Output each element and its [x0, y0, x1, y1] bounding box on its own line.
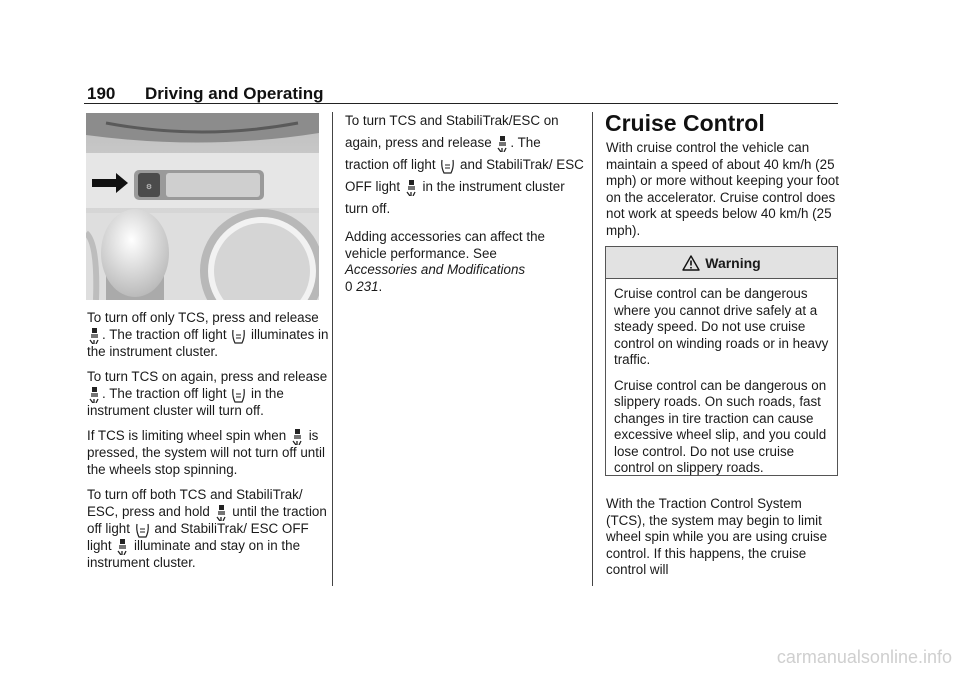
tcs-off-button-icon: [216, 505, 227, 521]
section-title-header: Driving and Operating: [145, 84, 324, 103]
column-1: [87, 310, 332, 580]
cross-reference-link[interactable]: Accessories and Modifications: [345, 262, 526, 277]
warning-label: Warning: [705, 254, 761, 271]
paragraph: To turn TCS on again, press and release . The traction off light in the instrument cluster will turn off.: [87, 369, 328, 418]
paragraph: To turn TCS and StabiliTrak/ESC on again, press and release . The traction off light and StabiliTrak/ ESC OFF light in the instrument cluster turn off.: [345, 113, 584, 216]
header-rule: [84, 103, 838, 104]
esc-off-light-icon: [117, 539, 128, 555]
tcs-off-button-icon: [89, 387, 100, 403]
column-3: [606, 140, 839, 248]
svg-text:⚙: ⚙: [145, 183, 153, 191]
intro-paragraph: With cruise control the vehicle can maintain a speed of about 40 km/h (25 mph) or more without keeping your foot on the accelerator. Cruise control does not work at speeds below 40 km/h (25 mph).: [606, 140, 839, 238]
warning-body: [606, 279, 837, 477]
paragraph: Adding accessories can affect the vehicle performance. See Accessories and Modifications 0 231.: [345, 229, 545, 294]
page-number: 190: [87, 84, 116, 103]
paragraph: If TCS is limiting wheel spin when is pressed, the system will not turn off until the wheels stop spinning.: [87, 428, 325, 477]
tcs-off-button-icon: [497, 136, 508, 152]
column-2: [345, 110, 585, 304]
traction-off-light-icon: [441, 159, 454, 174]
column-divider-1: [332, 112, 333, 586]
warning-header: [606, 247, 837, 279]
tcs-button-photo: [86, 113, 319, 300]
traction-off-light-icon: [232, 329, 245, 344]
traction-off-light-icon: [232, 388, 245, 403]
page-ref-symbol: 0: [345, 278, 353, 294]
paragraph: To turn off both TCS and StabiliTrak/ ESC, press and hold until the traction off light and StabiliTrak/ ESC OFF light illuminate and stay on in the instrument cluster.: [87, 487, 327, 570]
tcs-off-button-icon: [292, 429, 303, 445]
warning-box: [605, 246, 838, 476]
paragraph: To turn off only TCS, press and release . The traction off light illuminates in the instrument cluster.: [87, 310, 329, 359]
warning-triangle-icon: [682, 255, 700, 271]
column-divider-2: [592, 112, 593, 586]
page-ref[interactable]: 231: [356, 278, 379, 294]
gear-shifter: [101, 209, 169, 300]
warning-paragraph: Cruise control can be dangerous where you cannot drive safely at a steady speed. Do not use cruise control on winding roads or in heavy traffic.: [614, 286, 829, 367]
page-header: [87, 84, 324, 104]
warning-paragraph: Cruise control can be dangerous on slippery roads. On such roads, fast changes in tire traction can cause excessive wheel slip, and you could lose control. Do not use cruise control on slippery roads.: [614, 377, 827, 475]
tcs-cruise-paragraph: With the Traction Control System (TCS), the system may begin to limit wheel spin while you are using cruise control. If this happens, the cruise control will: [606, 496, 828, 577]
esc-off-light-icon: [406, 180, 417, 196]
traction-off-light-icon: [136, 523, 149, 538]
watermark: carmanualsonline.info: [776, 647, 952, 667]
tcs-off-button-icon: [89, 328, 100, 344]
section-heading: Cruise Control: [605, 110, 765, 136]
